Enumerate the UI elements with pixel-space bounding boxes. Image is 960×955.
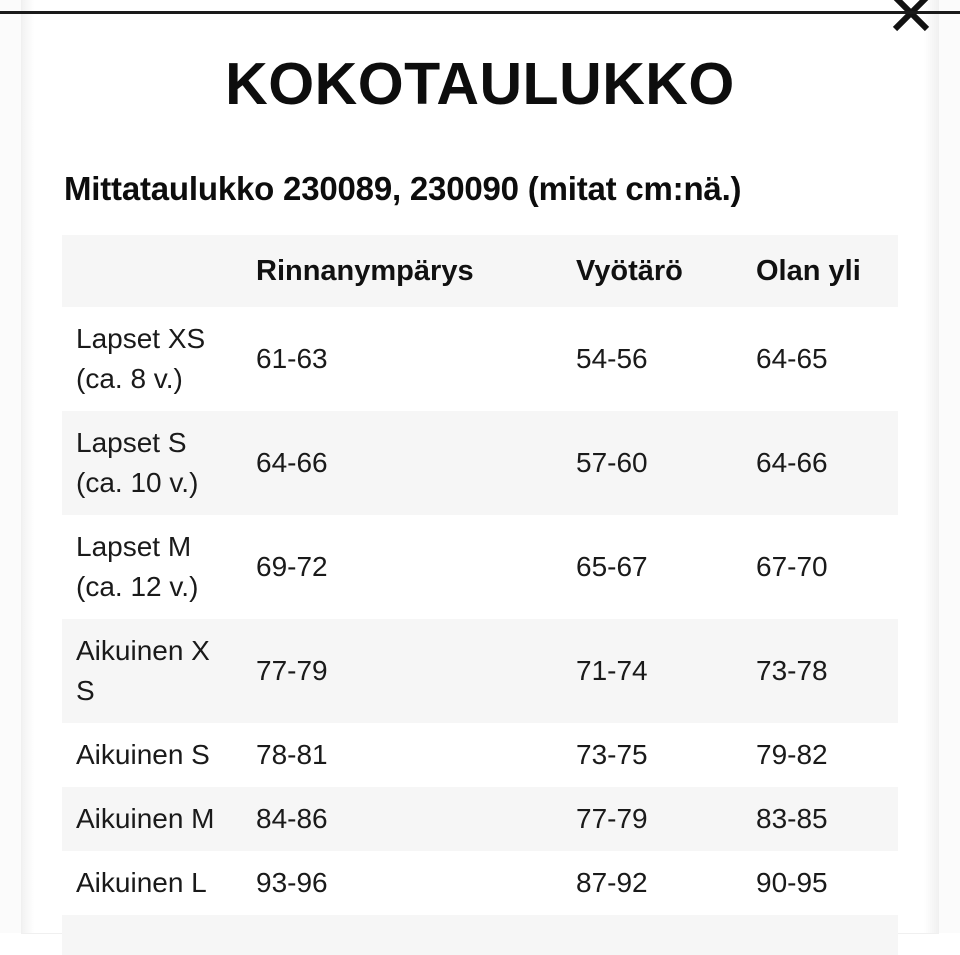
top-divider (0, 11, 960, 14)
page-title: KOKOTAULUKKO (225, 50, 735, 117)
cell-size: Aikuinen M (76, 802, 215, 834)
close-button[interactable] (884, 0, 938, 40)
sheet-left-edge (22, 0, 34, 933)
sheet-right-edge (924, 0, 938, 933)
cell-waist: 57-60 (576, 446, 648, 478)
cell-size (62, 915, 242, 955)
cell-size: Aikuinen L (76, 866, 207, 898)
table-row (62, 723, 898, 787)
cell-waist: 87-92 (576, 866, 648, 898)
cell-chest: 84-86 (256, 802, 328, 834)
cell-shoulder: 73-78 (756, 654, 828, 686)
table-row (62, 787, 898, 851)
table-row (62, 851, 898, 915)
cell-waist: 73-75 (576, 738, 648, 770)
cell-waist: 65-67 (576, 550, 648, 582)
column-header-waist: Vyötärö (576, 254, 683, 287)
cell-chest (242, 915, 562, 955)
cell-shoulder: 90-95 (756, 866, 828, 898)
table-header (62, 235, 898, 307)
cell-shoulder: 67-70 (756, 550, 828, 582)
cell-chest: 77-79 (256, 654, 328, 686)
cell-waist (562, 915, 742, 955)
cell-shoulder: 64-66 (756, 446, 828, 478)
table-row (62, 411, 898, 515)
cell-waist: 77-79 (576, 802, 648, 834)
cell-chest: 64-66 (256, 446, 328, 478)
cell-shoulder: 83-85 (756, 802, 828, 834)
cell-chest: 93-96 (256, 866, 328, 898)
measurement-subtitle: Mittataulukko 230089, 230090 (mitat cm:nä.) (64, 170, 742, 208)
cell-size: Lapset XS (ca. 8 v.) (76, 322, 206, 394)
table-body (62, 307, 898, 955)
cell-shoulder (742, 915, 898, 955)
cell-waist: 71-74 (576, 654, 648, 686)
table-row (62, 619, 898, 723)
cell-shoulder: 64-65 (756, 342, 828, 374)
cell-chest: 69-72 (256, 550, 328, 582)
cell-size: Lapset S (ca. 10 v.) (76, 426, 199, 498)
cell-size: Aikuinen S (76, 738, 210, 770)
size-chart-modal (22, 0, 938, 933)
cell-chest: 61-63 (256, 342, 328, 374)
cell-size: Lapset M (ca. 12 v.) (76, 530, 199, 602)
close-icon (884, 0, 938, 40)
cell-size: Aikuinen X S (76, 634, 210, 706)
table-row (62, 515, 898, 619)
size-chart-table (62, 235, 898, 955)
cell-waist: 54-56 (576, 342, 648, 374)
column-header-chest: Rinnanympärys (256, 254, 474, 287)
table-header-row (62, 235, 898, 307)
column-header-size (62, 235, 242, 307)
table-row (62, 307, 898, 411)
table-row (62, 915, 898, 955)
column-header-shoulder: Olan yli (756, 254, 861, 287)
cell-shoulder: 79-82 (756, 738, 828, 770)
cell-chest: 78-81 (256, 738, 328, 770)
